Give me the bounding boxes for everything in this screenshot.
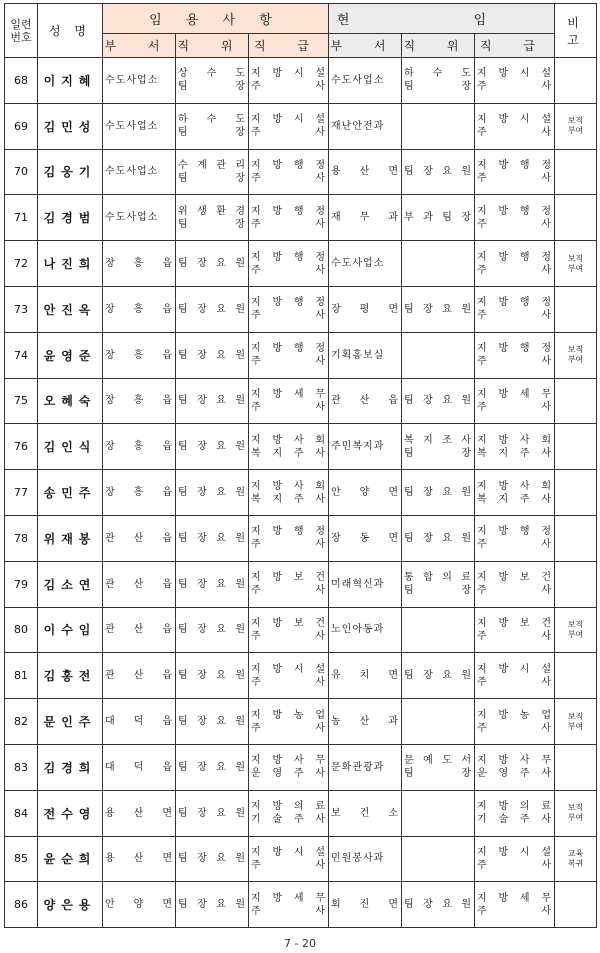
appointment-grade-header: 직 급 (249, 34, 329, 58)
table-row (5, 470, 597, 516)
serial-header: 일련 번호 (5, 4, 38, 58)
current-grade-cell: 지 방 사 무 운 영 주 사 (475, 744, 555, 790)
appointment-dept-cell: 수도사업소 (103, 58, 176, 104)
appointment-position-cell: 팀 장 요 원 (176, 286, 249, 332)
appointment-dept-cell: 수도사업소 (103, 149, 176, 195)
appointment-grade-cell: 지 방 세 무 주 사 (249, 882, 329, 928)
appointment-dept-cell: 장 흥 읍 (103, 286, 176, 332)
table-row (5, 515, 597, 561)
current-position-cell: 팀 장 요 원 (402, 286, 475, 332)
current-dept-cell: 안 양 면 (329, 470, 402, 516)
serial-number-cell: 72 (5, 241, 38, 287)
current-grade-cell: 지 방 시 설 주 사 (475, 58, 555, 104)
current-dept-cell: 노인아동과 (329, 607, 402, 653)
appointment-grade-cell: 지 방 보 건 주 사 (249, 607, 329, 653)
person-name-cell: 김민성 (38, 103, 103, 149)
current-dept-cell: 기획홍보실 (329, 332, 402, 378)
person-name-cell: 이지혜 (38, 58, 103, 104)
person-name-cell: 김경희 (38, 744, 103, 790)
appointment-position-cell: 팀 장 요 원 (176, 744, 249, 790)
appointment-grade-cell: 지 방 세 무 주 사 (249, 378, 329, 424)
personnel-table (4, 3, 597, 928)
table-row (5, 607, 597, 653)
appointment-position-cell: 위 생 환 경 팀 장 (176, 195, 249, 241)
current-dept-cell: 민원봉사과 (329, 836, 402, 882)
appointment-position-cell: 팀 장 요 원 (176, 882, 249, 928)
current-dept-cell: 장 동 면 (329, 515, 402, 561)
remark-header: 비 고 (555, 4, 597, 58)
appointment-grade-cell: 지 방 시 설 주 사 (249, 653, 329, 699)
current-position-cell (402, 103, 475, 149)
appointment-grade-cell: 지 방 행 정 주 사 (249, 286, 329, 332)
current-grade-cell: 지 방 시 설 주 사 (475, 653, 555, 699)
appointment-position-cell: 팀 장 요 원 (176, 378, 249, 424)
appointment-position-cell: 수 계 관 리 팀 장 (176, 149, 249, 195)
serial-number-cell: 76 (5, 424, 38, 470)
appointment-position-cell: 팀 장 요 원 (176, 561, 249, 607)
table-row (5, 286, 597, 332)
table-row (5, 653, 597, 699)
appointment-dept-cell: 관 산 읍 (103, 607, 176, 653)
current-position-cell: 하 수 도 팀 장 (402, 58, 475, 104)
current-grade-cell: 지 방 행 정 주 사 (475, 195, 555, 241)
table-body (5, 58, 597, 928)
remark-cell (555, 470, 597, 516)
current-grade-cell: 지 방 행 정 주 사 (475, 286, 555, 332)
appointment-dept-cell: 수도사업소 (103, 195, 176, 241)
current-position-cell: 팀 장 요 원 (402, 653, 475, 699)
serial-number-cell: 81 (5, 653, 38, 699)
table-row (5, 241, 597, 287)
appointment-position-cell: 팀 장 요 원 (176, 699, 249, 745)
table-row (5, 744, 597, 790)
person-name-cell: 김경범 (38, 195, 103, 241)
current-dept-cell: 장 평 면 (329, 286, 402, 332)
remark-cell (555, 286, 597, 332)
current-grade-cell: 지 방 행 정 주 사 (475, 332, 555, 378)
remark-cell: 보직 부여 (555, 699, 597, 745)
table-row (5, 424, 597, 470)
current-grade-cell: 지 방 농 업 주 사 (475, 699, 555, 745)
appointment-grade-cell: 지 방 사 회 복 지 주 사 (249, 470, 329, 516)
current-grade-cell: 지 방 시 설 주 사 (475, 103, 555, 149)
serial-number-cell: 70 (5, 149, 38, 195)
current-position-cell: 팀 장 요 원 (402, 149, 475, 195)
table-row (5, 103, 597, 149)
appointment-position-cell: 팀 장 요 원 (176, 607, 249, 653)
name-header: 성 명 (38, 4, 103, 58)
current-position-cell (402, 836, 475, 882)
appointment-position-cell: 팀 장 요 원 (176, 241, 249, 287)
serial-number-cell: 79 (5, 561, 38, 607)
table-row (5, 149, 597, 195)
current-grade-cell: 지 방 시 설 주 사 (475, 836, 555, 882)
appointment-grade-cell: 지 방 행 정 주 사 (249, 241, 329, 287)
appointment-grade-cell: 지 방 시 설 주 사 (249, 58, 329, 104)
appointment-grade-cell: 지 방 농 업 주 사 (249, 699, 329, 745)
serial-number-cell: 84 (5, 790, 38, 836)
appointment-dept-cell: 장 흥 읍 (103, 424, 176, 470)
person-name-cell: 김홍전 (38, 653, 103, 699)
appointment-grade-cell: 지 방 보 건 주 사 (249, 561, 329, 607)
table-row (5, 378, 597, 424)
current-position-cell (402, 607, 475, 653)
current-dept-cell: 수도사업소 (329, 241, 402, 287)
current-position-cell: 통 합 의 료 팀 장 (402, 561, 475, 607)
remark-cell: 보직 부여 (555, 103, 597, 149)
current-dept-cell: 회 진 면 (329, 882, 402, 928)
appointment-position-cell: 팀 장 요 원 (176, 470, 249, 516)
appointment-position-cell: 하 수 도 팀 장 (176, 103, 249, 149)
appointment-dept-header: 부 서 (103, 34, 176, 58)
appointment-position-cell: 팀 장 요 원 (176, 836, 249, 882)
appointment-header: 임 용 사 항 (103, 4, 329, 34)
current-position-cell: 팀 장 요 원 (402, 378, 475, 424)
remark-cell (555, 561, 597, 607)
appointment-grade-cell: 지 방 행 정 주 사 (249, 332, 329, 378)
appointment-dept-cell: 장 흥 읍 (103, 332, 176, 378)
appointment-dept-cell: 장 흥 읍 (103, 241, 176, 287)
remark-cell (555, 744, 597, 790)
current-dept-cell: 유 치 면 (329, 653, 402, 699)
appointment-position-cell: 팀 장 요 원 (176, 515, 249, 561)
person-name-cell: 김인식 (38, 424, 103, 470)
current-dept-cell: 보 건 소 (329, 790, 402, 836)
appointment-position-cell: 팀 장 요 원 (176, 653, 249, 699)
person-name-cell: 이수임 (38, 607, 103, 653)
current-grade-cell: 지 방 세 무 주 사 (475, 378, 555, 424)
appointment-grade-cell: 지 방 행 정 주 사 (249, 149, 329, 195)
remark-cell (555, 195, 597, 241)
remark-cell (555, 515, 597, 561)
current-position-cell: 팀 장 요 원 (402, 470, 475, 516)
personnel-table-sheet (4, 3, 596, 928)
table-row (5, 332, 597, 378)
current-position-cell: 팀 장 요 원 (402, 515, 475, 561)
current-dept-cell: 문화관광과 (329, 744, 402, 790)
remark-cell: 교육 복귀 (555, 836, 597, 882)
appointment-grade-cell: 지 방 사 무 운 영 주 사 (249, 744, 329, 790)
remark-cell (555, 882, 597, 928)
person-name-cell: 안진옥 (38, 286, 103, 332)
current-grade-cell: 지 방 세 무 주 사 (475, 882, 555, 928)
current-dept-cell: 재난안전과 (329, 103, 402, 149)
serial-number-cell: 80 (5, 607, 38, 653)
serial-number-cell: 74 (5, 332, 38, 378)
appointment-dept-cell: 안 양 면 (103, 882, 176, 928)
remark-cell (555, 653, 597, 699)
current-dept-cell: 재 무 과 (329, 195, 402, 241)
serial-number-cell: 77 (5, 470, 38, 516)
current-grade-cell: 지 방 보 건 주 사 (475, 607, 555, 653)
appointment-dept-cell: 관 산 읍 (103, 561, 176, 607)
appointment-position-header: 직 위 (176, 34, 249, 58)
person-name-cell: 전수영 (38, 790, 103, 836)
appointment-dept-cell: 관 산 읍 (103, 515, 176, 561)
remark-cell (555, 58, 597, 104)
serial-number-cell: 71 (5, 195, 38, 241)
appointment-dept-cell: 용 산 면 (103, 790, 176, 836)
current-dept-cell: 주민복지과 (329, 424, 402, 470)
current-header: 현 임 (329, 4, 555, 34)
appointment-position-cell: 팀 장 요 원 (176, 790, 249, 836)
current-position-cell (402, 790, 475, 836)
person-name-cell: 나진희 (38, 241, 103, 287)
current-dept-cell: 수도사업소 (329, 58, 402, 104)
current-grade-cell: 지 방 행 정 주 사 (475, 149, 555, 195)
appointment-grade-cell: 지 방 의 료 기 술 주 사 (249, 790, 329, 836)
serial-number-cell: 68 (5, 58, 38, 104)
page-number: 7 - 20 (284, 937, 316, 950)
current-dept-cell: 관 산 읍 (329, 378, 402, 424)
serial-number-cell: 73 (5, 286, 38, 332)
current-dept-cell: 미래혁신과 (329, 561, 402, 607)
remark-cell (555, 424, 597, 470)
person-name-cell: 윤순희 (38, 836, 103, 882)
current-position-cell (402, 699, 475, 745)
current-dept-cell: 농 산 과 (329, 699, 402, 745)
person-name-cell: 위재봉 (38, 515, 103, 561)
person-name-cell: 송민주 (38, 470, 103, 516)
current-grade-cell: 지 방 보 건 주 사 (475, 561, 555, 607)
appointment-dept-cell: 대 덕 읍 (103, 744, 176, 790)
table-row (5, 882, 597, 928)
current-position-cell: 문 예 도 서 팀 장 (402, 744, 475, 790)
person-name-cell: 김소연 (38, 561, 103, 607)
current-position-cell: 팀 장 요 원 (402, 882, 475, 928)
current-grade-cell: 지 방 행 정 주 사 (475, 515, 555, 561)
person-name-cell: 윤영준 (38, 332, 103, 378)
current-grade-cell: 지 방 행 정 주 사 (475, 241, 555, 287)
appointment-grade-cell: 지 방 사 회 복 지 주 사 (249, 424, 329, 470)
current-grade-cell: 지 방 사 회 복 지 주 사 (475, 424, 555, 470)
remark-cell: 보직 부여 (555, 332, 597, 378)
current-dept-header: 부 서 (329, 34, 402, 58)
appointment-dept-cell: 장 흥 읍 (103, 470, 176, 516)
table-row (5, 836, 597, 882)
table-row (5, 561, 597, 607)
table-row (5, 195, 597, 241)
serial-number-cell: 85 (5, 836, 38, 882)
current-position-cell (402, 241, 475, 287)
current-dept-cell: 용 산 면 (329, 149, 402, 195)
current-grade-cell: 지 방 사 회 복 지 주 사 (475, 470, 555, 516)
serial-number-cell: 69 (5, 103, 38, 149)
serial-number-cell: 75 (5, 378, 38, 424)
appointment-dept-cell: 장 흥 읍 (103, 378, 176, 424)
current-position-cell: 부 과 팀 장 (402, 195, 475, 241)
serial-number-cell: 78 (5, 515, 38, 561)
appointment-dept-cell: 관 산 읍 (103, 653, 176, 699)
appointment-grade-cell: 지 방 행 정 주 사 (249, 515, 329, 561)
remark-cell (555, 378, 597, 424)
current-grade-header: 직 급 (475, 34, 555, 58)
current-position-cell (402, 332, 475, 378)
serial-number-cell: 83 (5, 744, 38, 790)
current-grade-cell: 지 방 의 료 기 술 주 사 (475, 790, 555, 836)
person-name-cell: 오혜숙 (38, 378, 103, 424)
appointment-position-cell: 팀 장 요 원 (176, 424, 249, 470)
serial-number-cell: 86 (5, 882, 38, 928)
appointment-dept-cell: 수도사업소 (103, 103, 176, 149)
appointment-grade-cell: 지 방 행 정 주 사 (249, 195, 329, 241)
appointment-dept-cell: 대 덕 읍 (103, 699, 176, 745)
table-row (5, 58, 597, 104)
appointment-position-cell: 상 수 도 팀 장 (176, 58, 249, 104)
person-name-cell: 김웅기 (38, 149, 103, 195)
person-name-cell: 양은용 (38, 882, 103, 928)
appointment-grade-cell: 지 방 시 설 주 사 (249, 103, 329, 149)
appointment-grade-cell: 지 방 시 설 주 사 (249, 836, 329, 882)
table-row (5, 699, 597, 745)
remark-cell (555, 149, 597, 195)
remark-cell: 보직 부여 (555, 241, 597, 287)
serial-number-cell: 82 (5, 699, 38, 745)
remark-cell: 보직 부여 (555, 790, 597, 836)
appointment-dept-cell: 용 산 면 (103, 836, 176, 882)
appointment-position-cell: 팀 장 요 원 (176, 332, 249, 378)
table-row (5, 790, 597, 836)
current-position-cell: 복 지 조 사 팀 장 (402, 424, 475, 470)
person-name-cell: 문인주 (38, 699, 103, 745)
remark-cell: 보직 부여 (555, 607, 597, 653)
current-position-header: 직 위 (402, 34, 475, 58)
